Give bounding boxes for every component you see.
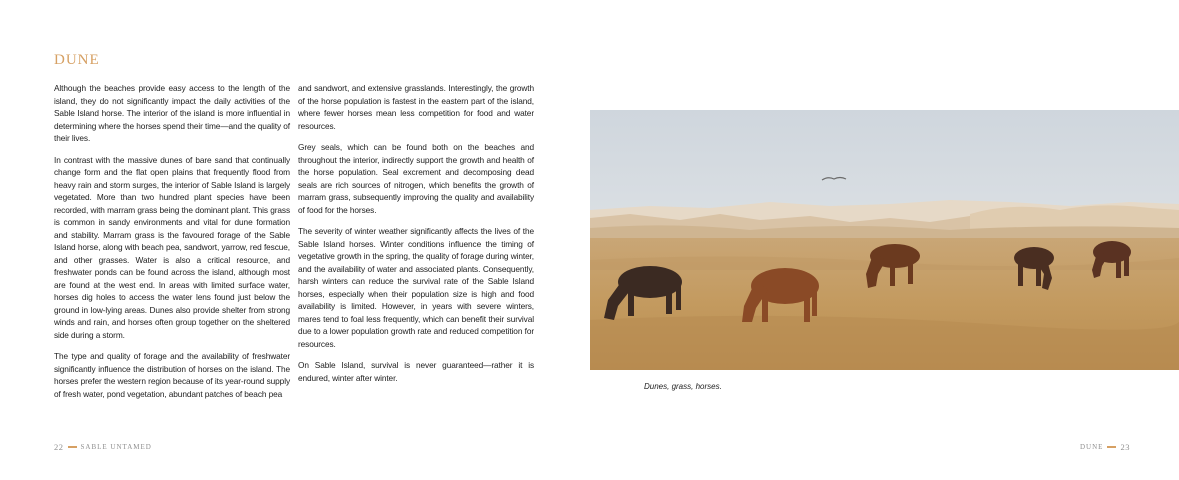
paragraph: The severity of winter weather significantly affects the lives of the Sable Island horses. Winter conditions influence the timing of vegetative growth in the spring, the quality of forage during winter, and the availability of water and associated plants. Consequently, harsh winters can reduce the survival rate of the Sable Island horses, especially when their population size is high and food availability is limited. However, in years with severe winters, mares tend to foal less frequently, which can benefit their survival due to a lower population growth rate and reduced competition for resources. — [298, 226, 534, 349]
folio-dash — [1107, 446, 1116, 448]
chapter-title: DUNE — [1080, 443, 1104, 451]
folio-left — [54, 442, 152, 452]
text-column-left — [54, 82, 290, 409]
section-heading: DUNE — [54, 52, 100, 68]
page-number: 22 — [54, 442, 64, 452]
photo-caption: Dunes, grass, horses. — [644, 382, 722, 391]
paragraph: and sandwort, and extensive grasslands. Interestingly, the growth of the horse population is fastest in the eastern part of the island, where fewer horses mean less competition for food and water resources. — [298, 83, 534, 131]
book-title: SABLE UNTAMED — [80, 443, 152, 451]
paragraph: In contrast with the massive dunes of bare sand that continually change form and the flat open plains that frequently flood from heavy rain and storm surges, the interior of Sable Island is largely vegetated. More than two hundred plant species have been recorded, with marram grass being the dominant plant. This grass is common in sandy environments and vital for dune formation and stability. Marram grass is the favoured forage of the Sable Island horse, along with beach pea, sandwort, yarrow, red fescue, and other grasses. Water is also a critical resource, and freshwater ponds can be found across the island, although most are found at the west end. In areas with limited surface water, horses dig holes to access the water lens found just below the ground in low-lying areas. Dunes also provide shelter from strong winds and rain, and horses often group together on the sheltered side during a storm. — [54, 154, 290, 340]
paragraph: On Sable Island, survival is never guaranteed—rather it is endured, winter after winter. — [298, 360, 534, 383]
text-column-right — [298, 82, 534, 393]
paragraph: Although the beaches provide easy access to the length of the island, they do not significantly impact the daily activities of the Sable Island horse. The interior of the island is more influential in determining where the horses spend their time—and the quality of their lives. — [54, 83, 290, 143]
horses-photo — [590, 110, 1179, 370]
paragraph: Grey seals, which can be found both on the beaches and throughout the interior, indirectly support the growth and health of the horse population. Seal excrement and decomposing dead seals are rich sources of nitrogen, which benefits the growth of marram grass, subsequently improving the quality and availability of food for the horses. — [298, 142, 534, 215]
folio-right — [1080, 442, 1130, 452]
paragraph: The type and quality of forage and the availability of freshwater significantly influence the distribution of horses on the island. The horses prefer the western region because of its year-round supply of fresh water, pond vegetation, abundant patches of beach pea — [54, 351, 290, 399]
folio-dash — [68, 446, 77, 448]
page-number: 23 — [1120, 442, 1130, 452]
